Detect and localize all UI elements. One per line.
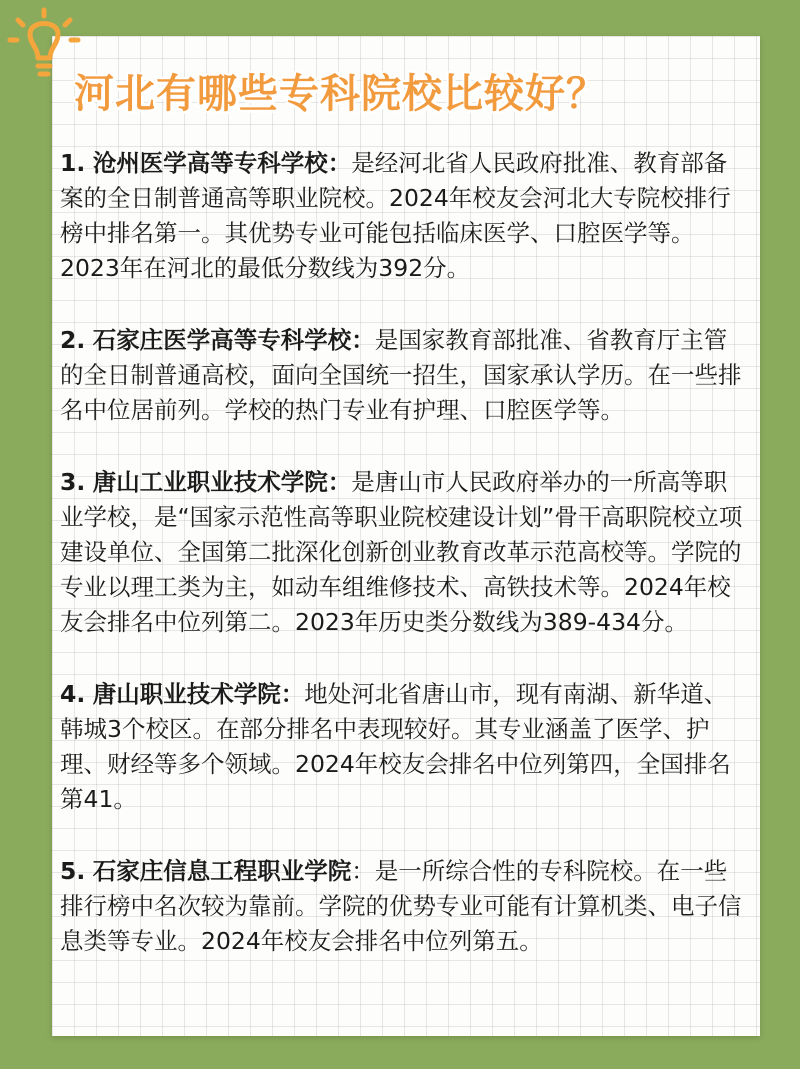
item-number: 4.	[60, 680, 86, 708]
list-item	[60, 146, 750, 286]
school-name: 石家庄医学高等专科学校：	[92, 326, 375, 354]
school-description: 是国家教育部批准、省教育厅主管的全日制普通高校，面向全国统一招生，国家承认学历。在一些排名中位居前列。学校的热门专业有护理、口腔医学等。	[60, 326, 742, 424]
lightbulb-icon	[4, 4, 84, 94]
school-list	[60, 146, 750, 996]
school-description: ：是一所综合性的专科院校。在一些排行榜中名次较为靠前。学院的优势专业可能有计算机类、电子信息类等专业。2024年校友会排名中位列第五。	[60, 857, 742, 955]
list-item	[60, 677, 750, 817]
list-item	[60, 323, 750, 428]
list-item	[60, 854, 750, 959]
school-description: 是唐山市人民政府举办的一所高等职业学校，是“国家示范性高等职业院校建设计划”骨干高职院校立项建设单位、全国第二批深化创新创业教育改革示范高校等。学院的专业以理工类为主，如动车组维修技术、高铁技术等。2024年校友会排名中位列第二。2023年历史类分数线为389-434分。	[60, 468, 743, 636]
school-description: 地处河北省唐山市，现有南湖、新华道、韩城3个校区。在部分排名中表现较好。其专业涵盖了医学、护理、财经等多个领域。2024年校友会排名中位列第四，全国排名第41。	[60, 680, 731, 813]
item-number: 1.	[60, 149, 86, 177]
school-name: 石家庄信息工程职业学院	[92, 857, 352, 885]
item-number: 3.	[60, 468, 86, 496]
page-title: 河北有哪些专科院校比较好？	[74, 71, 607, 117]
school-name: 沧州医学高等专科学校：	[92, 149, 352, 177]
item-number: 5.	[60, 857, 86, 885]
school-name: 唐山职业技术学院：	[92, 680, 305, 708]
list-item	[60, 465, 750, 640]
item-number: 2.	[60, 326, 86, 354]
school-name: 唐山工业职业技术学院：	[92, 468, 352, 496]
school-description: 是经河北省人民政府批准、教育部备案的全日制普通高等职业院校。2024年校友会河北大专院校排行榜中排名第一。其优势专业可能包括临床医学、口腔医学等。2023年在河北的最低分数线为392分。	[60, 149, 731, 282]
